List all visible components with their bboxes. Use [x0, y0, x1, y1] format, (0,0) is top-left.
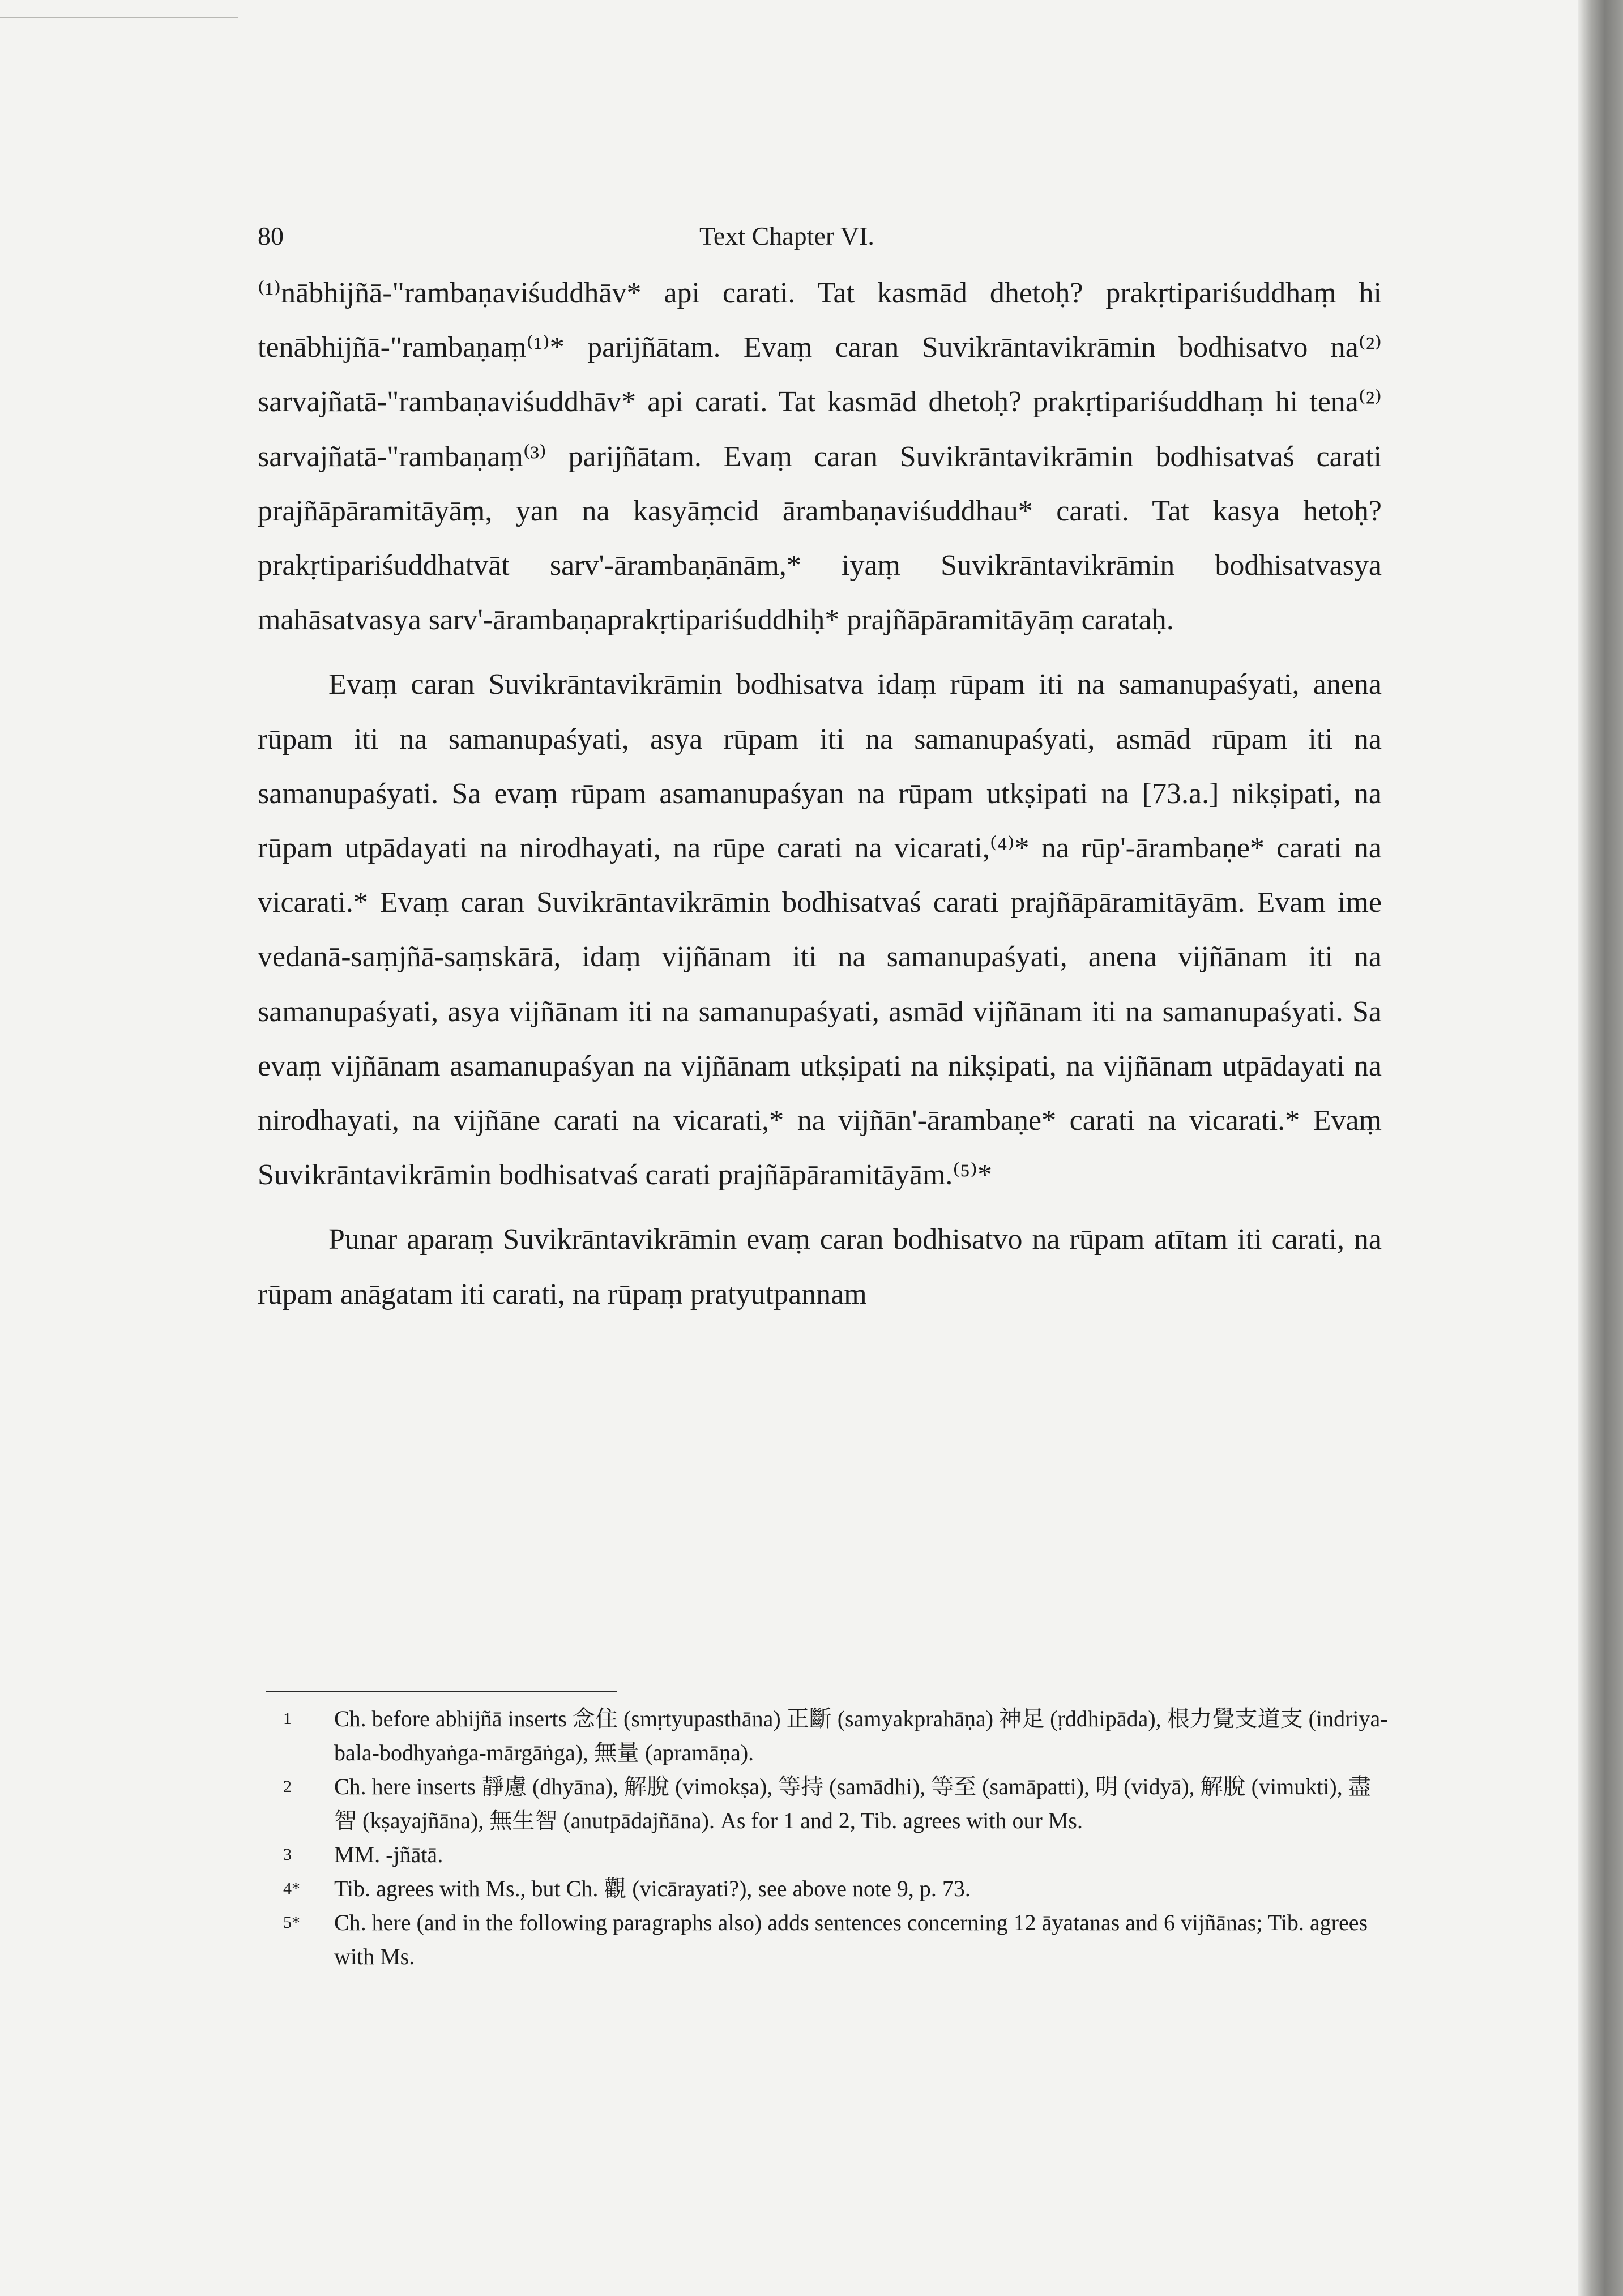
- footnote-text: Ch. here (and in the following paragraphs also) adds sentences concerning 12 āyatanas and 6 vijñānas; Tib. agrees with Ms.: [334, 1910, 1368, 1969]
- page-header: [258, 221, 1390, 261]
- footnote-number: 1: [283, 1709, 292, 1728]
- footnote: [283, 1770, 1393, 1838]
- page-number: 80: [258, 221, 284, 250]
- footnote-text: Ch. here inserts 靜慮 (dhyāna), 解脫 (vimokṣa), 等持 (samādhi), 等至 (samāpatti), 明 (vidyā), 解脫 (vimukti), 盡智 (kṣayajñāna), 無生智 (anutpādajñāna). As for 1 and 2, Tib. agrees with our Ms.: [334, 1774, 1371, 1833]
- footnote-number: 2: [283, 1777, 292, 1796]
- scan-edge-shadow: [1578, 0, 1623, 2296]
- paragraph-3: Punar aparaṃ Suvikrāntavikrāmin evaṃ caran bodhisatvo na rūpam atītam iti carati, na rūpam anāgatam iti carati, na rūpaṃ pratyutpannam: [258, 1223, 1382, 1311]
- main-text: [258, 266, 1382, 1322]
- footnote-text: MM. -jñātā.: [334, 1842, 443, 1867]
- footnote-text: Ch. before abhijñā inserts 念住 (smṛtyupasthāna) 正斷 (samyakprahāṇa) 神足 (ṛddhipāda), 根力覺支道支 (indriya-bala-bodhyaṅga-mārgāṅga), 無量 (apramāṇa).: [334, 1706, 1388, 1765]
- paragraph-1: ⁽¹⁾nābhijñā-"rambaṇaviśuddhāv* api carati. Tat kasmād dhetoḥ? prakṛtipariśuddhaṃ hi tenābhijñā-"rambaṇaṃ⁽¹⁾* parijñātam. Evaṃ caran Suvikrāntavikrāmin bodhisatvo na⁽²⁾ sarvajñatā-"rambaṇaviśuddhāv* api carati. Tat kasmād dhetoḥ? prakṛtipariśuddhaṃ hi tena⁽²⁾ sarvajñatā-"rambaṇaṃ⁽³⁾ parijñātam. Evaṃ caran Suvikrāntavikrāmin bodhisatvaś carati prajñāpāramitāyāṃ, yan na kasyāṃcid ārambaṇaviśuddhau* carati. Tat kasya hetoḥ? prakṛtipariśuddhatvāt sarv'-ārambaṇānām,* iyaṃ Suvikrāntavikrāmin bodhisatvasya mahāsatvasya sarv'-ārambaṇaprakṛtipariśuddhiḥ* prajñāpāramitāyāṃ carataḥ.: [258, 277, 1382, 637]
- footnote-number: 5*: [283, 1913, 300, 1932]
- footnote: [283, 1872, 1393, 1906]
- footnotes: [283, 1702, 1393, 1974]
- footnote-separator: [266, 1691, 617, 1692]
- scan-top-rule: [0, 17, 238, 18]
- paragraph-2: Evaṃ caran Suvikrāntavikrāmin bodhisatva idaṃ rūpam iti na samanupaśyati, anena rūpam iti na samanupaśyati, asya rūpam iti na samanupaśyati, asmād rūpam iti na samanupaśyati. Sa evaṃ rūpam asamanupaśyan na rūpam utkṣipati na [73.a.] nikṣipati, na rūpam utpādayati na nirodhayati, na rūpe carati na vicarati,⁽⁴⁾* na rūp'-ārambaṇe* carati na vicarati.* Evaṃ caran Suvikrāntavikrāmin bodhisatvaś carati prajñāpāramitāyām. Evam ime vedanā-saṃjñā-saṃskārā, idaṃ vijñānam iti na samanupaśyati, anena vijñānam iti na samanupaśyati, asya vijñānam iti na samanupaśyati, asmād vijñānam iti na samanupaśyati. Sa evaṃ vijñānam asamanupaśyan na vijñānam utkṣipati na nikṣipati, na vijñānam utpādayati na nirodhayati, na vijñāne carati na vicarati,* na vijñān'-ārambaṇe* carati na vicarati.* Evaṃ Suvikrāntavikrāmin bodhisatvaś carati prajñāpāramitāyām.⁽⁵⁾*: [258, 668, 1382, 1192]
- footnote-number: 4*: [283, 1879, 300, 1898]
- running-title: Text Chapter VI.: [699, 221, 874, 250]
- footnote: [283, 1702, 1393, 1770]
- footnote-number: 3: [283, 1845, 292, 1864]
- footnote: [283, 1838, 1393, 1872]
- footnote: [283, 1906, 1393, 1974]
- footnote-text: Tib. agrees with Ms., but Ch. 觀 (vicārayati?), see above note 9, p. 73.: [334, 1876, 971, 1901]
